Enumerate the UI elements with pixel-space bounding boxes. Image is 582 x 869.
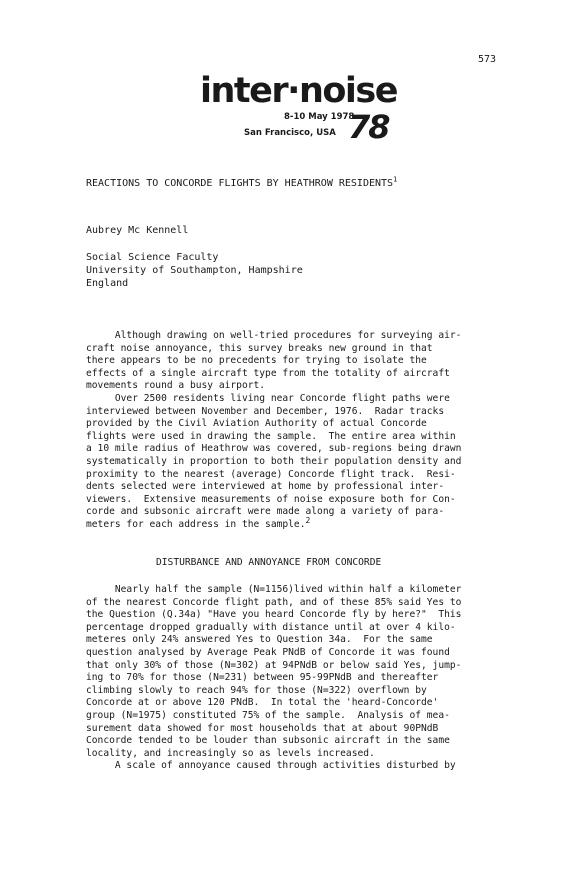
text-line: A scale of annoyance caused through activities disturbed by xyxy=(86,760,456,772)
body-section-intro xyxy=(86,330,496,532)
logo-wordmark: inter·noise xyxy=(200,71,397,111)
affiliation-line: Social Science Faculty xyxy=(86,252,219,263)
text-line: dents selected were interviewed at home by professional inter- xyxy=(86,481,445,493)
text-line: a 10 mile radius of Heathrow was covered, sub-regions being drawn xyxy=(86,443,462,455)
paper-title xyxy=(86,175,398,189)
logo-place: San Francisco, USA xyxy=(244,128,336,138)
logo-year: 78 xyxy=(348,108,389,146)
text-line: meteres only 24% answered Yes to Question 34a. For the same xyxy=(86,634,433,646)
text-line: question analysed by Average Peak PNdB of Concorde it was found xyxy=(86,646,450,658)
title-footnote-marker: 1 xyxy=(393,175,398,184)
text-line: effects of a single aircraft type from the totality of aircraft xyxy=(86,367,450,379)
text-line: movements round a busy airport. xyxy=(86,380,266,392)
affiliation-line: University of Southampton, Hampshire xyxy=(86,265,303,276)
text-line-content: meters for each address in the sample. xyxy=(86,518,306,530)
text-line: provided by the Civil Aviation Authority of actual Concorde xyxy=(86,418,427,430)
section-heading: DISTURBANCE AND ANNOYANCE FROM CONCORDE xyxy=(156,557,382,568)
text-line: proximity to the nearest (average) Concorde flight track. Resi- xyxy=(86,468,456,480)
conference-logo xyxy=(200,71,397,146)
paper-title-text: REACTIONS TO CONCORDE FLIGHTS BY HEATHROW RESIDENTS xyxy=(86,178,394,189)
text-line: viewers. Extensive measurements of noise exposure both for Con- xyxy=(86,493,456,505)
text-line: of the nearest Concorde flight path, and of these 85% said Yes to xyxy=(86,596,462,608)
text-line: Concorde at or above 120 PNdB. In total the 'heard-Concorde' xyxy=(86,697,439,709)
text-line: percentage dropped gradually with distance until at over 4 kilo- xyxy=(86,621,456,633)
text-line: there appears to be no precedents for trying to isolate the xyxy=(86,355,427,367)
text-line: Concorde tended to be louder than subsonic aircraft in the same xyxy=(86,735,450,747)
text-line: craft noise annoyance, this survey breaks new ground in that xyxy=(86,342,433,354)
text-line: systematically in proportion to both their population density and xyxy=(86,455,462,467)
text-line: interviewed between November and December, 1976. Radar tracks xyxy=(86,405,445,417)
text-line: ing to 70% for those (N=231) between 95-99PNdB and thereafter xyxy=(86,672,439,684)
text-line: Although drawing on well-tried procedures for surveying air- xyxy=(86,330,462,341)
text-line: the Question (Q.34a) "Have you heard Concorde fly by here?" This xyxy=(86,609,462,621)
footnote-marker: 2 xyxy=(305,515,311,525)
text-line: that only 30% of those (N=302) at 94PNdB or below said Yes, jump- xyxy=(86,659,462,671)
affiliation-line: England xyxy=(86,278,129,289)
text-line: Nearly half the sample (N=1156)lived within half a kilometer xyxy=(86,584,462,595)
text-line: locality, and increasingly so as levels increased. xyxy=(86,747,375,759)
body-section-disturbance xyxy=(86,584,496,773)
affiliation xyxy=(86,251,303,290)
page-number: 573 xyxy=(478,54,497,65)
text-line xyxy=(86,515,496,532)
text-line: climbing slowly to reach 94% for those (N=322) overflown by xyxy=(86,684,427,696)
text-line: surement data showed for most households that at about 90PNdB xyxy=(86,722,439,734)
text-line: group (N=1975) constituted 75% of the sample. Analysis of mea- xyxy=(86,709,450,721)
logo-dates: 8-10 May 1978 xyxy=(284,112,355,122)
author-name: Aubrey Mc Kennell xyxy=(86,225,189,236)
text-line: flights were used in drawing the sample. The entire area within xyxy=(86,430,456,442)
text-line: Over 2500 residents living near Concorde flight paths were xyxy=(86,392,450,404)
text-line: corde and subsonic aircraft were made along a variety of para- xyxy=(86,506,445,518)
